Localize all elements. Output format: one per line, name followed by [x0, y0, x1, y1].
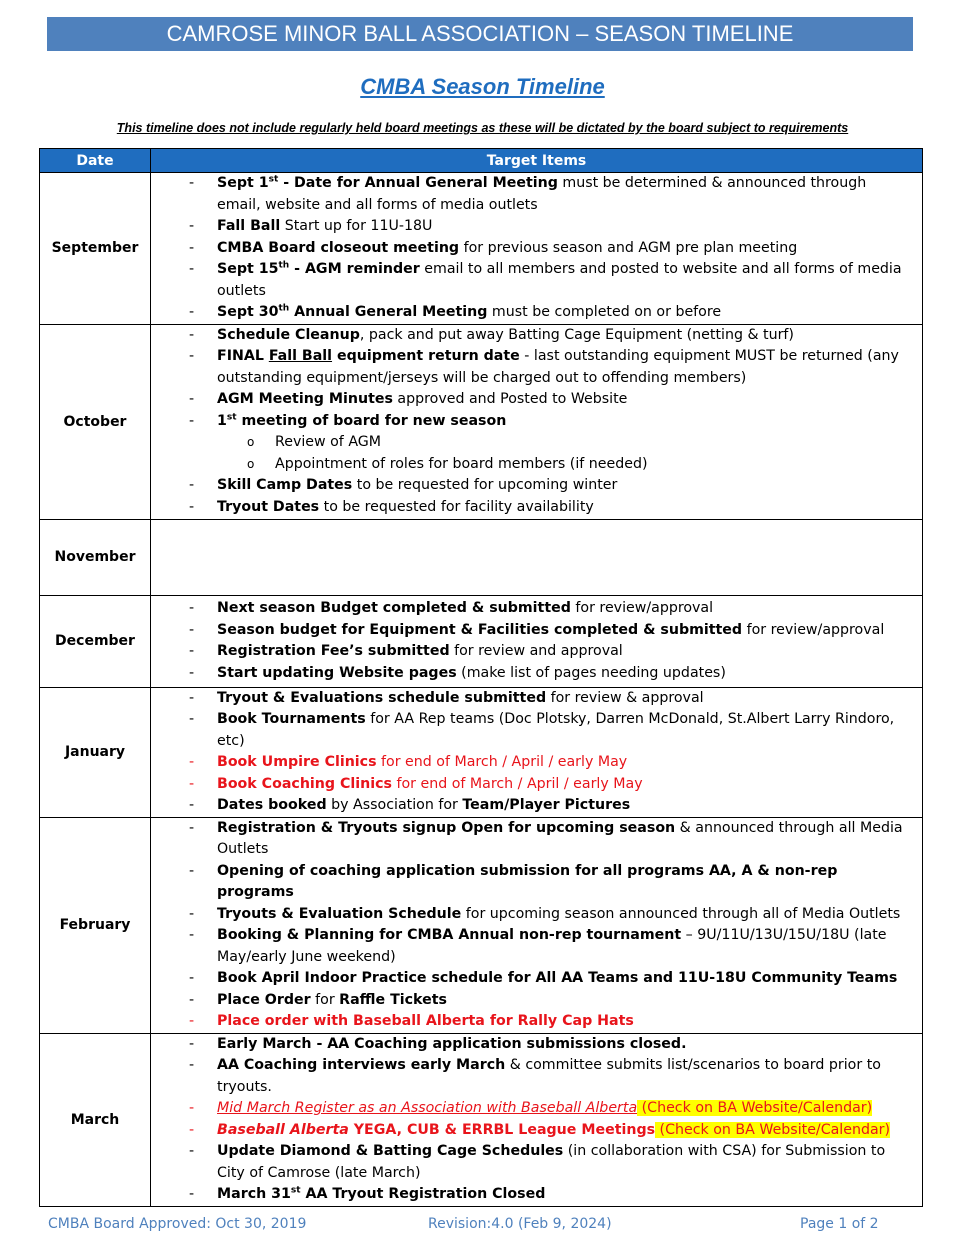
- items-cell: [151, 595, 923, 687]
- item-list: [151, 173, 912, 324]
- list-item: - Place Order for Raffle Tickets: [189, 991, 447, 1008]
- list-item: - Fall Ball Start up for 11U-18U: [189, 218, 433, 234]
- month-label: March: [40, 1033, 151, 1206]
- list-item: - Opening of coaching application submission for all programs AA, A & non-rep programs: [189, 862, 838, 900]
- sub-list-item: o Appointment of roles for board members (if needed): [247, 455, 648, 472]
- timeline-table: [39, 148, 923, 1207]
- list-item: - Skill Camp Dates to be requested for upcoming winter: [189, 477, 618, 494]
- list-item: - Sept 15th - AGM reminder email to all members and posted to website and all forms of media outlets: [189, 260, 902, 299]
- list-item: - Place order with Baseball Alberta for Rally Cap Hats: [189, 1013, 634, 1029]
- month-label: December: [40, 595, 151, 687]
- item-list: [151, 688, 912, 817]
- list-item: - AGM Meeting Minutes approved and Posted to Website: [189, 391, 628, 408]
- list-item: - Book Tournaments for AA Rep teams (Doc Plotsky, Darren McDonald, St.Albert Larry Rindoro, etc): [189, 711, 895, 749]
- row-december: [40, 595, 923, 687]
- list-item: - FINAL Fall Ball equipment return date - last outstanding equipment MUST be returned (any outstanding equipment/jerseys will be charged out to offending members): [189, 348, 899, 386]
- month-label: October: [40, 324, 151, 519]
- list-item: - Mid March Register as an Association with Baseball Alberta (Check on BA Website/Calendar): [189, 1100, 873, 1116]
- list-item: - Book Coaching Clinics for end of March / April / early May: [189, 775, 643, 792]
- list-item: - March 31st AA Tryout Registration Closed: [189, 1185, 546, 1202]
- footer-revision: Revision:4.0 (Feb 9, 2024): [428, 1216, 612, 1232]
- row-march: [40, 1033, 923, 1206]
- row-january: [40, 687, 923, 817]
- list-item: - Sept 30th Annual General Meeting must be completed on or before: [189, 303, 722, 320]
- highlighted-note: (Check on BA Website/Calendar): [655, 1121, 891, 1138]
- items-cell: [151, 1033, 923, 1206]
- items-cell: [151, 519, 923, 595]
- list-item: - Tryout & Evaluations schedule submitted for review & approval: [189, 689, 704, 706]
- list-item: - Sept 1st - Date for Annual General Meeting must be determined & announced through email, website and all forms of media outlets: [189, 174, 867, 213]
- items-cell: [151, 817, 923, 1033]
- list-item: - Dates booked by Association for Team/Player Pictures: [189, 797, 631, 813]
- list-item: - CMBA Board closeout meeting for previous season and AGM pre plan meeting: [189, 239, 798, 256]
- footer-approved: CMBA Board Approved: Oct 30, 2019: [48, 1216, 307, 1232]
- list-item: - AA Coaching interviews early March & committee submits list/scenarios to board prior to tryouts.: [189, 1057, 881, 1095]
- item-list: [151, 325, 912, 519]
- items-cell: [151, 173, 923, 325]
- page-banner: CAMROSE MINOR BALL ASSOCIATION – SEASON TIMELINE: [47, 17, 913, 51]
- footer-page-number: Page 1 of 2: [800, 1216, 879, 1232]
- month-label: September: [40, 173, 151, 325]
- highlighted-note: (Check on BA Website/Calendar): [637, 1100, 873, 1116]
- timeline-note: This timeline does not include regularly held board meetings as these will be dictated by the board subject to requirements: [116, 121, 849, 135]
- month-label: November: [40, 519, 151, 595]
- list-item: - Start updating Website pages (make list of pages needing updates): [189, 664, 726, 681]
- item-list: [151, 818, 912, 1033]
- list-item: - Tryout Dates to be requested for facility availability: [189, 498, 594, 515]
- month-label: January: [40, 687, 151, 817]
- item-list: [151, 1034, 912, 1206]
- list-item: - Season budget for Equipment & Facilities completed & submitted for review/approval: [189, 621, 885, 638]
- header-target-items: Target Items: [151, 149, 923, 173]
- row-september: [40, 173, 923, 325]
- list-item: - Booking & Planning for CMBA Annual non-rep tournament – 9U/11U/13U/15U/18U (late May/early June weekend): [189, 927, 887, 965]
- list-item: - Early March - AA Coaching application submissions closed.: [189, 1035, 687, 1052]
- list-item: - Registration & Tryouts signup Open for upcoming season & announced through all Media Outlets: [189, 819, 903, 857]
- list-item: - Next season Budget completed & submitted for review/approval: [189, 600, 714, 616]
- row-november: [40, 519, 923, 595]
- list-item: - Tryouts & Evaluation Schedule for upcoming season announced through all of Media Outlets: [189, 905, 901, 922]
- item-list: [151, 598, 912, 684]
- items-cell: [151, 324, 923, 519]
- list-item: - Update Diamond & Batting Cage Schedules (in collaboration with CSA) for Submission to City of Camrose (late March): [189, 1143, 886, 1181]
- row-october: [40, 324, 923, 519]
- page-title: CMBA Season Timeline: [360, 74, 605, 99]
- month-label: February: [40, 817, 151, 1033]
- table-header-row: [40, 149, 923, 173]
- list-item: - Registration Fee’s submitted for review and approval: [189, 643, 623, 659]
- list-item: - Book April Indoor Practice schedule for All AA Teams and 11U-18U Community Teams: [189, 970, 898, 986]
- list-item: - Schedule Cleanup, pack and put away Batting Cage Equipment (netting & turf): [189, 326, 794, 343]
- list-item: - Baseball Alberta YEGA, CUB & ERRBL League Meetings (Check on BA Website/Calendar): [189, 1121, 891, 1138]
- row-february: [40, 817, 923, 1033]
- list-item: - Book Umpire Clinics for end of March / April / early May: [189, 754, 628, 770]
- sub-list-item: o Review of AGM: [247, 434, 382, 451]
- items-cell: [151, 687, 923, 817]
- list-item: - 1st meeting of board for new season: [189, 412, 507, 429]
- header-date: Date: [40, 149, 151, 173]
